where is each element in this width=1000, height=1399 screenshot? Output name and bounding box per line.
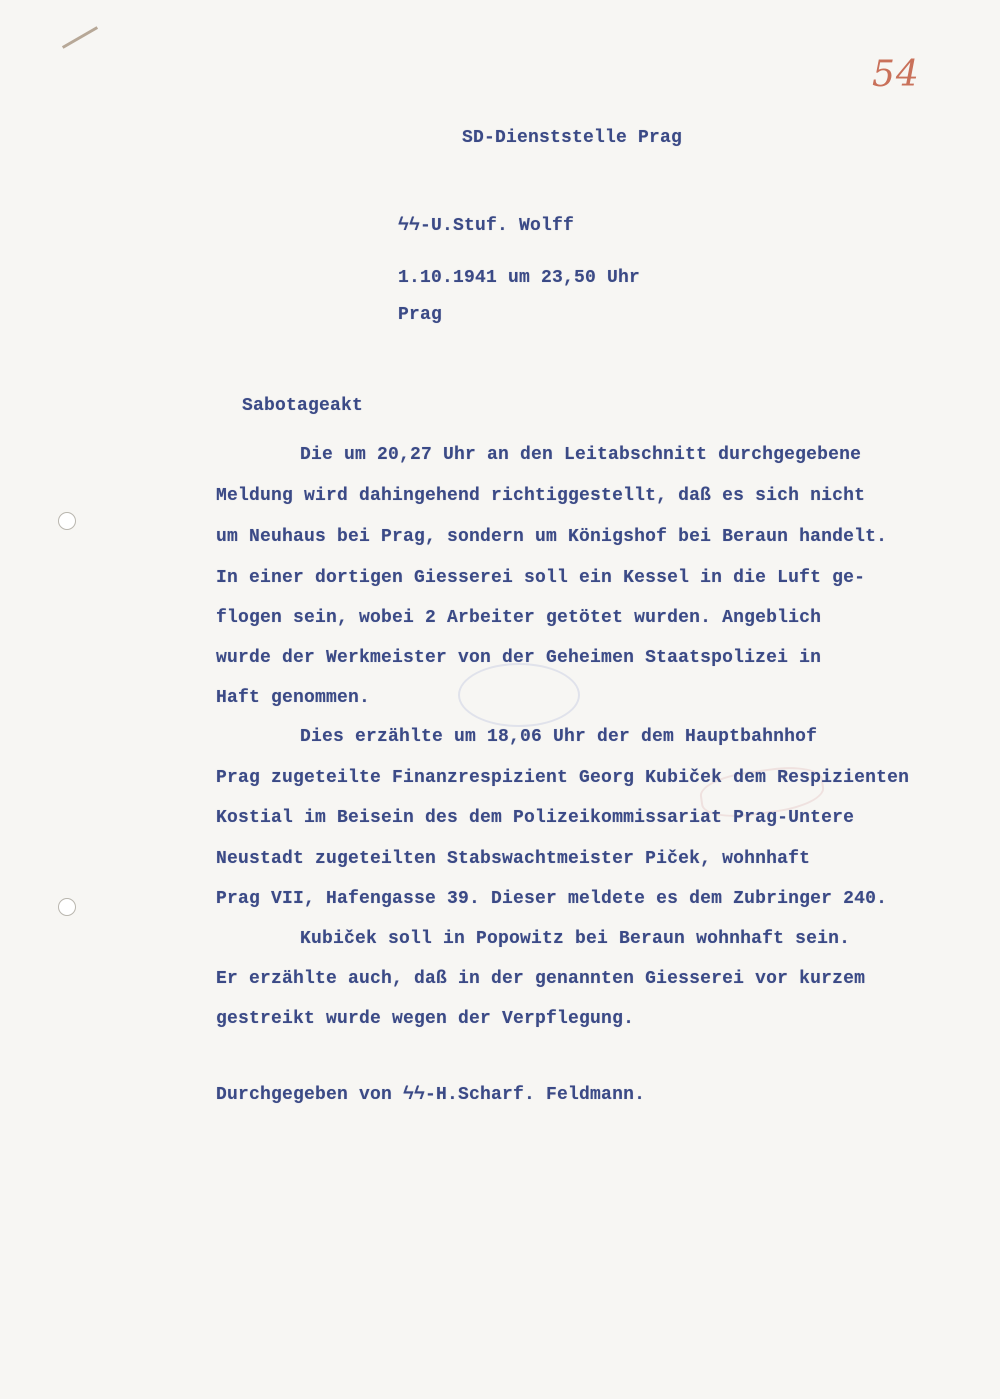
- folio-number: 54: [872, 54, 920, 95]
- body-line: Haft genommen.: [216, 688, 371, 708]
- body-line: Dies erzählte um 18,06 Uhr der dem Hauptbahnhof: [300, 727, 818, 747]
- body-line: Prag zugeteilte Finanzrespizient Georg Kubiček dem Respizienten: [216, 768, 910, 788]
- body-line: Prag VII, Hafengasse 39. Dieser meldete es dem Zubringer 240.: [216, 889, 888, 909]
- body-line: Kubiček soll in Popowitz bei Beraun wohnhaft sein.: [300, 929, 851, 949]
- body-line: flogen sein, wobei 2 Arbeiter getötet wurden. Angeblich: [216, 608, 822, 628]
- faint-stamp: [458, 663, 580, 727]
- office-heading: SD-Dienststelle Prag: [462, 128, 683, 148]
- punch-hole-lower: [58, 898, 76, 916]
- officer-line: ϟϟ-U.Stuf. Wolff: [398, 216, 575, 236]
- datetime-line: 1.10.1941 um 23,50 Uhr: [398, 268, 641, 288]
- place-line: Prag: [398, 305, 443, 325]
- body-line: um Neuhaus bei Prag, sondern um Königshof bei Beraun handelt.: [216, 527, 888, 547]
- body-line: gestreikt wurde wegen der Verpflegung.: [216, 1009, 635, 1029]
- signature-line: Durchgegeben von ϟϟ-H.Scharf. Feldmann.: [216, 1085, 646, 1105]
- body-line: wurde der Werkmeister von der Geheimen Staatspolizei in: [216, 648, 822, 668]
- body-line: In einer dortigen Giesserei soll ein Kessel in die Luft ge-: [216, 568, 866, 588]
- subject-heading: Sabotageakt: [242, 396, 364, 416]
- punch-hole-upper: [58, 512, 76, 530]
- body-line: Er erzählte auch, daß in der genannten Giesserei vor kurzem: [216, 969, 866, 989]
- paper-smudge: [62, 26, 98, 49]
- body-line: Kostial im Beisein des dem Polizeikommissariat Prag-Untere: [216, 808, 855, 828]
- body-line: Die um 20,27 Uhr an den Leitabschnitt durchgegebene: [300, 445, 862, 465]
- body-line: Meldung wird dahingehend richtiggestellt, daß es sich nicht: [216, 486, 866, 506]
- body-line: Neustadt zugeteilten Stabswachtmeister Piček, wohnhaft: [216, 849, 811, 869]
